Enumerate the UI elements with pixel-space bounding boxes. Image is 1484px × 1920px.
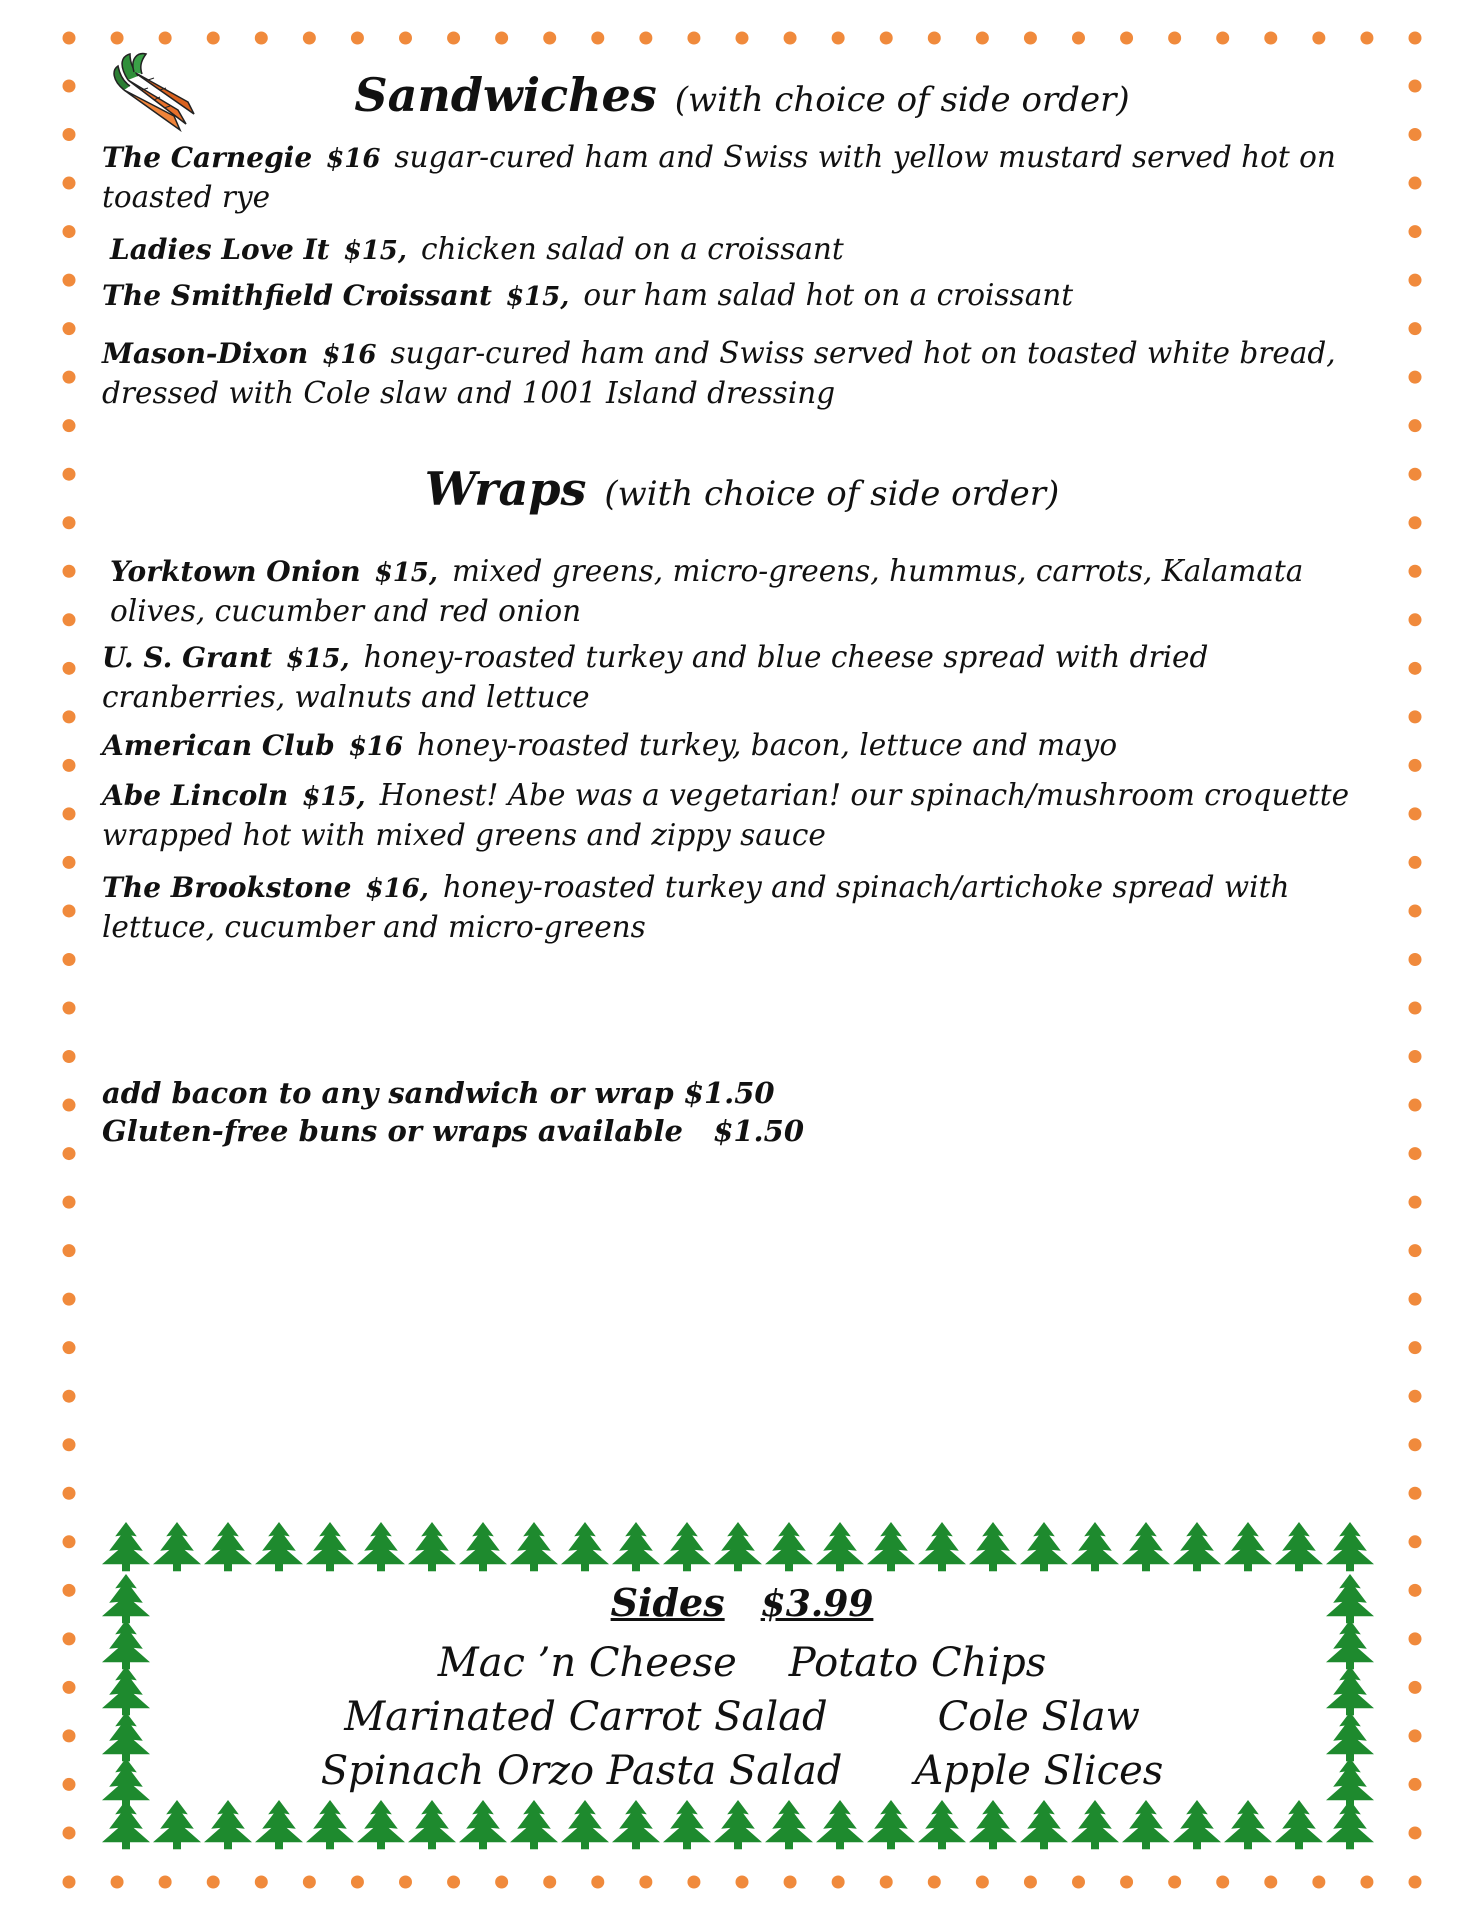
item-name: American Club <box>102 729 335 762</box>
pine-tree-icon <box>153 1522 201 1571</box>
pine-tree-icon <box>612 1800 660 1849</box>
pine-tree-icon <box>1224 1522 1272 1571</box>
pine-tree-icon <box>867 1800 915 1849</box>
side-item: Potato Chips <box>788 1640 1047 1686</box>
pine-tree-icon <box>306 1800 354 1849</box>
side-item: Mac ’n Cheese <box>437 1640 737 1686</box>
pine-tree-icon <box>1275 1800 1323 1849</box>
pine-tree-icon <box>204 1800 252 1849</box>
pine-tree-icon <box>102 1522 150 1571</box>
item-price: $15, <box>286 644 350 674</box>
sides-row <box>0 1640 1484 1686</box>
pine-tree-icon <box>1173 1800 1221 1849</box>
item-price: $15, <box>505 282 570 312</box>
extra-bacon-note: add bacon to any sandwich or wrap $1.50 <box>102 1076 775 1110</box>
side-item: Cole Slaw <box>937 1694 1140 1740</box>
pine-tree-icon <box>1071 1522 1119 1571</box>
pine-tree-icon <box>204 1522 252 1571</box>
pine-tree-icon <box>408 1800 456 1849</box>
pine-tree-icon <box>1122 1800 1170 1849</box>
pine-tree-icon <box>918 1522 966 1571</box>
item-price: $15, <box>302 782 366 812</box>
item-description: Honest! Abe was a vegetarian! our spinach/mushroom croquette wrapped hot with mixed greens and zippy sauce <box>102 778 1350 852</box>
pine-tree-icon <box>1071 1800 1119 1849</box>
side-item: Marinated Carrot Salad <box>344 1694 828 1740</box>
item-name: Mason-Dixon <box>102 337 309 370</box>
item-description: sugar-cured ham and Swiss with yellow mustard served hot on toasted rye <box>102 140 1336 214</box>
pine-tree-icon <box>1326 1522 1374 1571</box>
pine-tree-icon <box>306 1522 354 1571</box>
sandwiches-subtitle: (with choice of side order) <box>674 80 1130 120</box>
extra-gluten-free-note: Gluten-free buns or wraps available $1.50 <box>102 1114 805 1148</box>
item-name: Yorktown Onion <box>110 555 361 588</box>
sides-row <box>0 1694 1484 1740</box>
pine-tree-icon <box>969 1522 1017 1571</box>
sides-row <box>0 1748 1484 1794</box>
pine-tree-icon <box>1224 1800 1272 1849</box>
pine-tree-icon <box>867 1522 915 1571</box>
side-item: Apple Slices <box>914 1748 1164 1794</box>
item-description: sugar-cured ham and Swiss served hot on toasted white bread, dressed with Cole slaw and 1001 Island dressing <box>102 336 1336 410</box>
item-name: Ladies Love It <box>110 233 330 266</box>
item-name: The Smithfield Croissant <box>102 279 492 312</box>
pine-tree-icon <box>969 1800 1017 1849</box>
item-description: our ham salad hot on a croissant <box>583 278 1074 312</box>
pine-tree-icon <box>510 1522 558 1571</box>
wraps-subtitle: (with choice of side order) <box>604 474 1060 514</box>
pine-tree-icon <box>255 1800 303 1849</box>
item-price: $15, <box>343 236 407 266</box>
sides-heading <box>0 1580 1484 1625</box>
pine-tree-icon <box>816 1522 864 1571</box>
item-description: honey-roasted turkey and spinach/artichoke spread with lettuce, cucumber and micro-greens <box>102 870 1290 944</box>
pine-tree-icon <box>1275 1522 1323 1571</box>
pine-tree-icon <box>1020 1522 1068 1571</box>
pine-tree-icon <box>765 1800 813 1849</box>
pine-tree-icon <box>255 1522 303 1571</box>
pine-tree-icon <box>408 1522 456 1571</box>
pine-tree-icon <box>816 1800 864 1849</box>
item-description: mixed greens, micro-greens, hummus, carrots, Kalamata olives, cucumber and red onion <box>110 554 1304 628</box>
pine-tree-icon <box>663 1522 711 1571</box>
item-description: honey-roasted turkey, bacon, lettuce and mayo <box>417 728 1118 762</box>
pine-tree-icon <box>1326 1800 1374 1849</box>
item-price: $16, <box>365 874 429 904</box>
pine-tree-icon <box>510 1800 558 1849</box>
pine-tree-icon <box>1173 1522 1221 1571</box>
pine-tree-icon <box>102 1800 150 1849</box>
pine-tree-icon <box>153 1800 201 1849</box>
sides-price: $3.99 <box>760 1583 874 1625</box>
side-item: Spinach Orzo Pasta Salad <box>320 1748 843 1794</box>
pine-tree-icon <box>561 1522 609 1571</box>
item-description: chicken salad on a croissant <box>420 232 844 266</box>
pine-tree-icon <box>561 1800 609 1849</box>
sandwiches-title: Sandwiches <box>354 68 657 122</box>
item-price: $16 <box>348 732 403 762</box>
pine-tree-icon <box>918 1800 966 1849</box>
pine-tree-icon <box>663 1800 711 1849</box>
item-description: honey-roasted turkey and blue cheese spread with dried cranberries, walnuts and lettuce <box>102 640 1209 714</box>
item-name: Abe Lincoln <box>102 779 289 812</box>
item-price: $16 <box>326 144 381 174</box>
pine-tree-icon <box>357 1800 405 1849</box>
item-name: U. S. Grant <box>102 641 273 674</box>
pine-tree-icon <box>714 1522 762 1571</box>
pine-tree-icon <box>765 1522 813 1571</box>
item-price: $15, <box>374 558 438 588</box>
item-name: The Carnegie <box>102 141 313 174</box>
item-price: $16 <box>322 340 377 370</box>
pine-tree-icon <box>612 1522 660 1571</box>
pine-tree-icon <box>714 1800 762 1849</box>
wraps-title: Wraps <box>424 462 587 516</box>
pine-tree-icon <box>459 1522 507 1571</box>
item-name: The Brookstone <box>102 871 352 904</box>
pine-tree-icon <box>357 1522 405 1571</box>
sides-title: Sides <box>610 1580 725 1625</box>
pine-tree-icon <box>1020 1800 1068 1849</box>
pine-tree-icon <box>1122 1522 1170 1571</box>
pine-tree-icon <box>459 1800 507 1849</box>
